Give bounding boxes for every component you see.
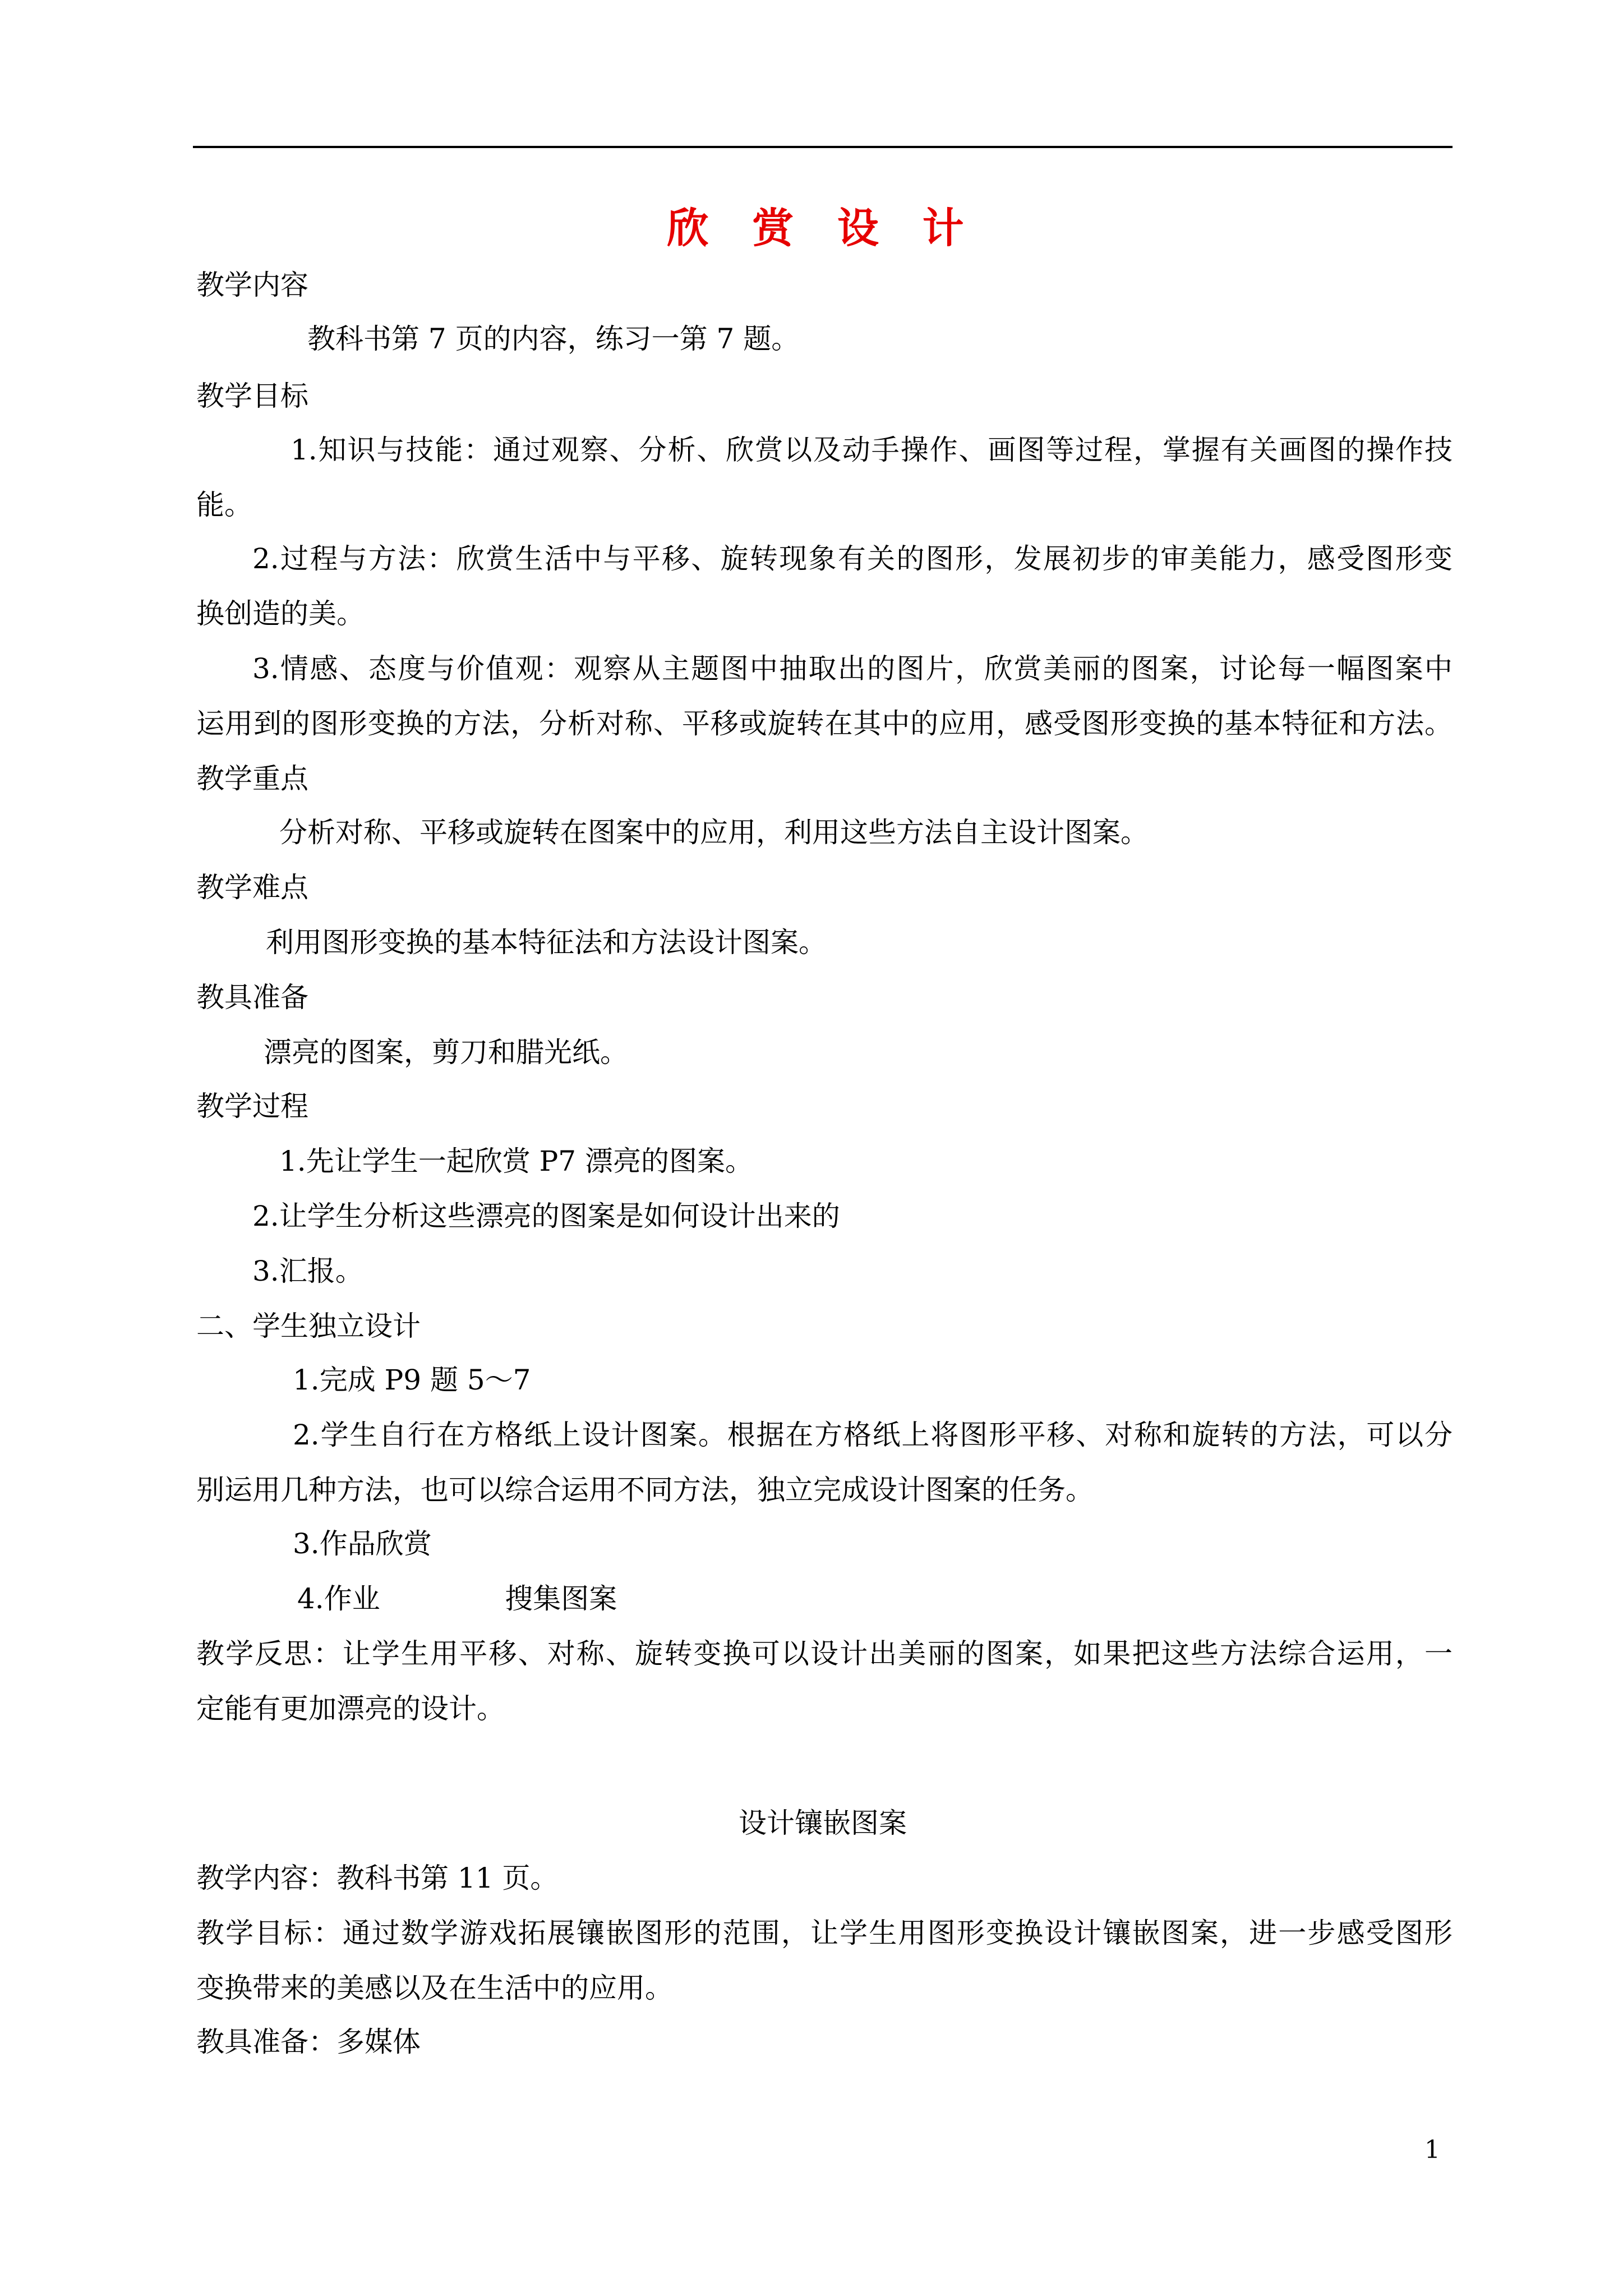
heading-teaching-content: 教学内容 bbox=[196, 269, 308, 301]
tessellation-materials: 教具准备：多媒体 bbox=[196, 2026, 421, 2058]
process-step-1: 1.先让学生一起欣赏 P7 漂亮的图案。 bbox=[279, 1145, 753, 1177]
design-step-2-cont: 别运用几种方法，也可以综合运用不同方法，独立完成设计图案的任务。 bbox=[196, 1474, 1094, 1506]
document-title: 欣 赏 设 计 bbox=[667, 204, 979, 252]
paragraph-goal-3-cont: 运用到的图形变换的方法，分析对称、平移或旋转在其中的应用，感受图形变换的基本特征和方法。 bbox=[196, 707, 1453, 740]
paragraph-goal-1-cont: 能。 bbox=[196, 489, 252, 521]
tessellation-goal: 教学目标：通过数学游戏拓展镶嵌图形的范围，让学生用图形变换设计镶嵌图案，进一步感受图形 bbox=[196, 1917, 1453, 1949]
page-number: 1 bbox=[1424, 2136, 1440, 2164]
header-rule bbox=[193, 146, 1453, 148]
paragraph-teaching-content: 教科书第 7 页的内容，练习一第 7 题。 bbox=[307, 323, 800, 355]
tessellation-content: 教学内容：教科书第 11 页。 bbox=[196, 1862, 559, 1894]
paragraph-reflection: 教学反思：让学生用平移、对称、旋转变换可以设计出美丽的图案，如果把这些方法综合运用，一 bbox=[196, 1637, 1453, 1670]
heading-difficulties: 教学难点 bbox=[196, 871, 308, 904]
paragraph-reflection-cont: 定能有更加漂亮的设计。 bbox=[196, 1692, 505, 1725]
tessellation-goal-cont: 变换带来的美感以及在生活中的应用。 bbox=[196, 1972, 673, 2004]
section-title-tessellation: 设计镶嵌图案 bbox=[739, 1807, 907, 1839]
design-step-4: 4.作业 搜集图案 bbox=[297, 1582, 617, 1615]
paragraph-goal-2-cont: 换创造的美。 bbox=[196, 597, 365, 630]
design-step-2: 2.学生自行在方格纸上设计图案。根据在方格纸上将图形平移、对称和旋转的方法，可以分 bbox=[293, 1419, 1453, 1451]
paragraph-goal-2: 2.过程与方法：欣赏生活中与平移、旋转现象有关的图形，发展初步的审美能力，感受图形变 bbox=[252, 542, 1453, 575]
design-step-3: 3.作品欣赏 bbox=[293, 1527, 432, 1560]
paragraph-materials: 漂亮的图案，剪刀和腊光纸。 bbox=[264, 1036, 628, 1069]
process-step-3: 3.汇报。 bbox=[252, 1255, 363, 1287]
process-step-2: 2.让学生分析这些漂亮的图案是如何设计出来的 bbox=[252, 1200, 840, 1232]
heading-process: 教学过程 bbox=[196, 1090, 308, 1122]
heading-independent-design: 二、学生独立设计 bbox=[196, 1310, 421, 1342]
paragraph-goal-1: 1.知识与技能：通过观察、分析、欣赏以及动手操作、画图等过程，掌握有关画图的操作技 bbox=[291, 434, 1453, 466]
paragraph-goal-3: 3.情感、态度与价值观：观察从主题图中抽取出的图片，欣赏美丽的图案，讨论每一幅图案中 bbox=[252, 652, 1453, 685]
heading-teaching-goals: 教学目标 bbox=[196, 380, 308, 412]
design-step-1: 1.完成 P9 题 5～7 bbox=[293, 1364, 531, 1396]
heading-materials: 教具准备 bbox=[196, 981, 308, 1014]
paragraph-difficulties: 利用图形变换的基本特征法和方法设计图案。 bbox=[266, 926, 827, 959]
heading-key-points: 教学重点 bbox=[196, 762, 308, 795]
paragraph-key-points: 分析对称、平移或旋转在图案中的应用，利用这些方法自主设计图案。 bbox=[279, 816, 1149, 849]
